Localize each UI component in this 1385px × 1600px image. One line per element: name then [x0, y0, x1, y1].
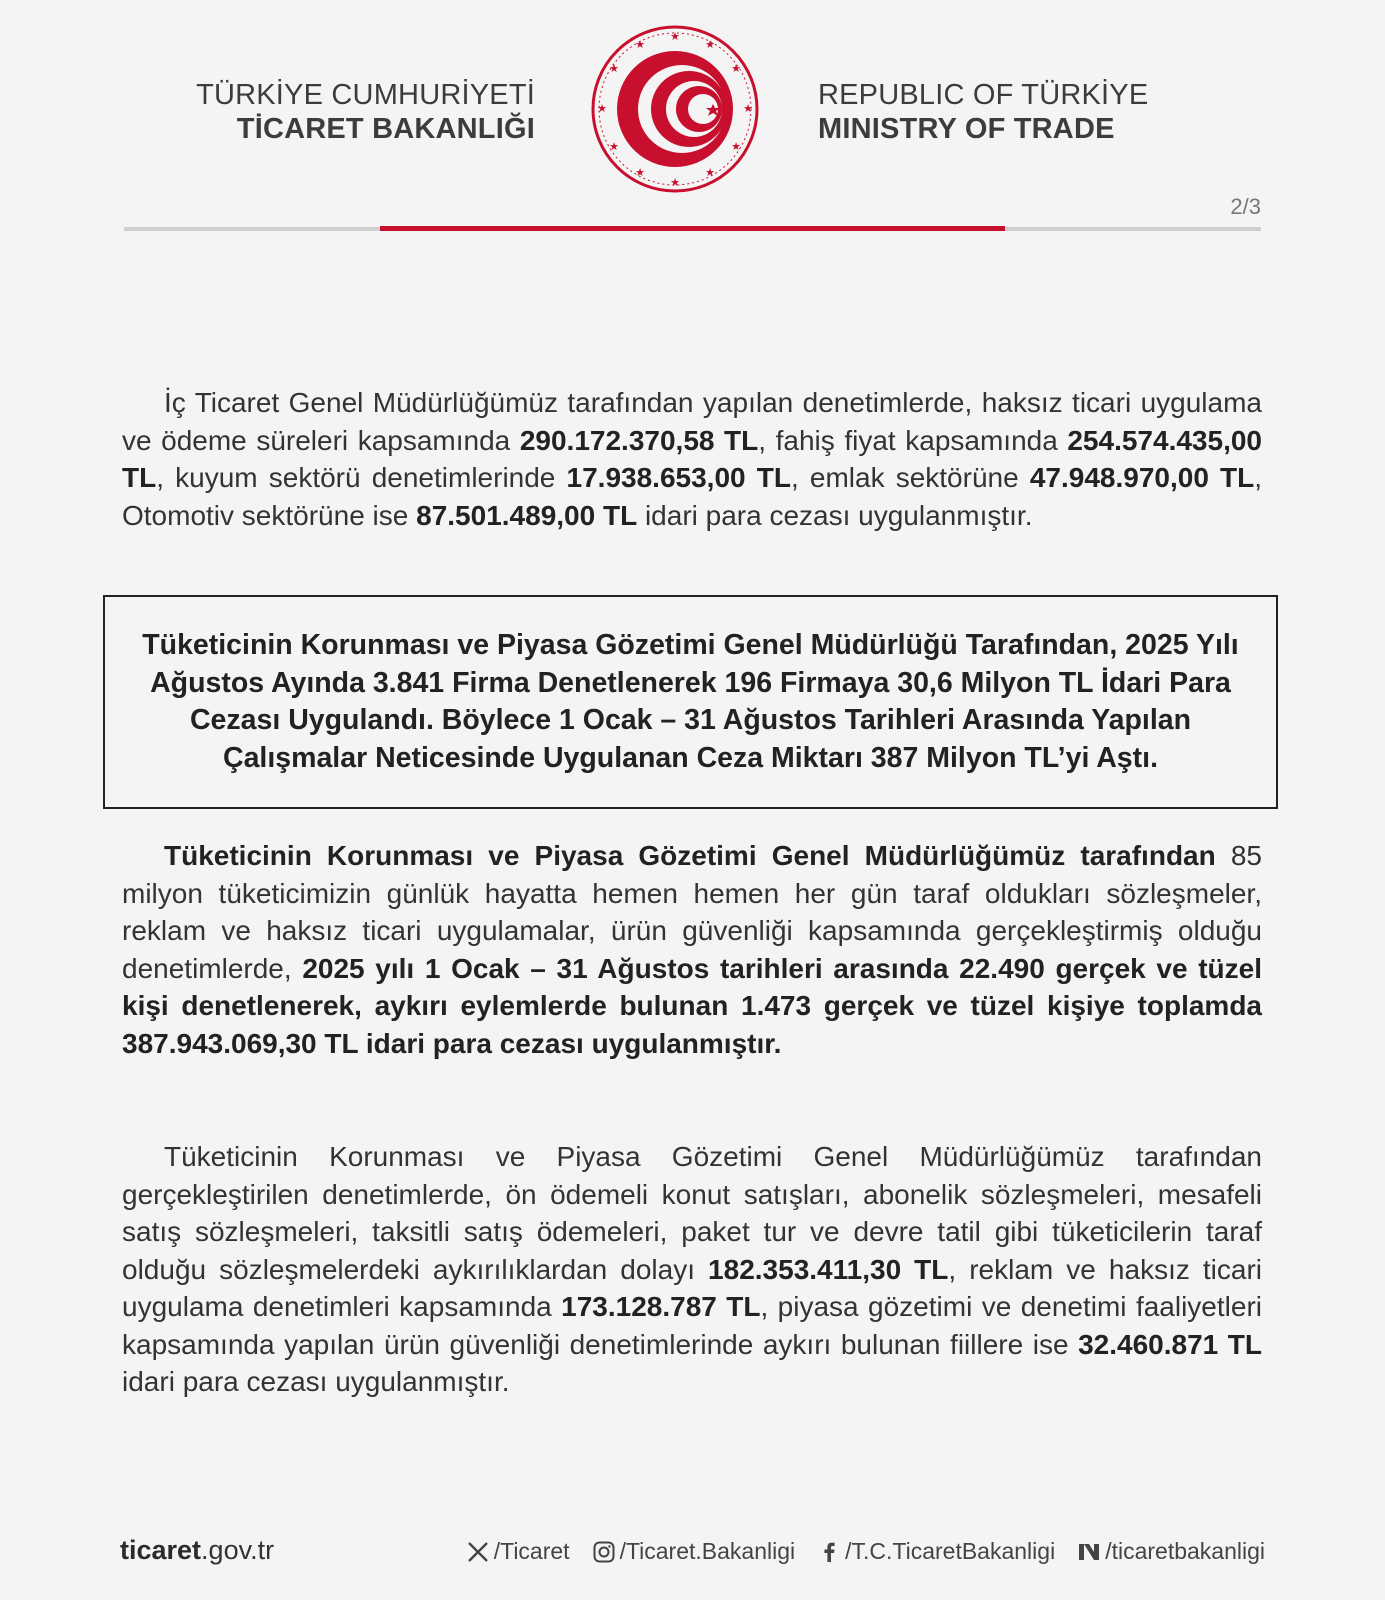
p1-text-6: idari para cezası uygulanmıştır.	[637, 499, 1033, 531]
facebook-icon	[817, 1540, 841, 1564]
p3-amount-3: 32.460.871 TL	[1078, 1328, 1263, 1360]
p1-amount-5: 87.501.489,00 TL	[416, 499, 638, 531]
p3-text-2: , reklam ve haksız ticari uygulama denetimleri kapsamında	[122, 1253, 1263, 1322]
ministry-name-turkish	[196, 78, 535, 146]
svg-text:★: ★	[731, 140, 741, 153]
instagram-icon	[592, 1540, 616, 1564]
p1-text-3: , kuyum sektörü denetimlerinde	[156, 462, 567, 493]
ministry-emblem-icon	[590, 24, 760, 194]
instagram-link[interactable]	[592, 1538, 796, 1565]
svg-text:★: ★	[731, 62, 741, 75]
svg-text:★: ★	[609, 140, 619, 153]
svg-text:★: ★	[597, 102, 607, 115]
nsosyal-link[interactable]	[1077, 1538, 1265, 1565]
svg-text:★: ★	[609, 62, 619, 75]
p3-amount-1: 182.353.411,30 TL	[708, 1253, 949, 1285]
p2-bold-2: 2025 yılı 1 Ocak – 31 Ağustos tarihleri arasında 22.490 gerçek ve tüzel kişi denetlenerek, aykırı eylemlerde bulunan 1.473 gerçek ve tüzel kişiye toplamda 387.943.069,30 TL idari para cezası uygulanmıştır.	[122, 952, 1262, 1059]
p3-amount-2: 173.128.787 TL	[561, 1291, 761, 1322]
facebook-link[interactable]	[817, 1538, 1055, 1565]
p1-amount-2: 254.574.435,00 TL	[122, 424, 1262, 493]
p3-text-4: idari para cezası uygulanmıştır.	[122, 1366, 510, 1397]
svg-text:★: ★	[705, 166, 715, 179]
header-rule-accent	[380, 226, 1005, 231]
site-rest: .gov.tr	[201, 1535, 275, 1565]
svg-text:★: ★	[670, 30, 680, 43]
paragraph-internal-trade	[122, 384, 1262, 534]
social-links	[466, 1538, 1265, 1565]
header-left-line2: TİCARET BAKANLIĞI	[236, 113, 535, 145]
p1-text-4: , emlak sektörüne	[790, 462, 1030, 493]
svg-text:★: ★	[670, 176, 680, 189]
header-left-line1: TÜRKİYE CUMHURİYETİ	[196, 79, 535, 111]
paragraph-consumer-protection-details	[122, 1138, 1262, 1401]
p1-text-1: İç Ticaret Genel Müdürlüğümüz tarafından yapılan denetimlerde, haksız ticari uygulama ve ödeme süreleri kapsamında	[122, 387, 1262, 456]
p2-bold-1: Tüketicinin Korunması ve Piyasa Gözetimi Genel Müdürlüğümüz tarafından	[164, 840, 1216, 871]
p2-text-1: 85 milyon tüketicimizin günlük hayatta hemen hemen her gün taraf oldukları sözleşmeler, reklam ve haksız ticari uygulamalar, ürün güvenliği kapsamında gerçekleştirmiş olduğu denetimlerde,	[122, 840, 1262, 984]
p1-amount-1: 290.172.370,58 TL	[519, 424, 759, 456]
nsosyal-icon	[1077, 1540, 1101, 1564]
p1-text-2: , fahiş fiyat kapsamında	[758, 424, 1068, 456]
svg-text:★: ★	[635, 166, 645, 179]
p1-amount-4: 47.948.970,00 TL	[1029, 462, 1255, 493]
site-bold: ticaret	[120, 1535, 202, 1565]
x-link[interactable]	[466, 1538, 570, 1565]
x-handle: /Ticaret	[493, 1538, 570, 1564]
p1-text-5: , Otomotiv sektörüne ise	[122, 462, 1263, 531]
header-right-line1: REPUBLIC OF TÜRKİYE	[818, 79, 1149, 111]
page-number: 2/3	[1230, 194, 1261, 219]
nsosyal-handle: /ticaretbakanligi	[1105, 1538, 1265, 1564]
paragraph-consumer-protection-summary	[122, 837, 1262, 1062]
website-link[interactable]	[120, 1535, 274, 1566]
x-icon	[466, 1540, 490, 1564]
instagram-handle: /Ticaret.Bakanligi	[619, 1538, 796, 1564]
svg-text:★: ★	[635, 38, 645, 51]
headline-text: Tüketicinin Korunması ve Piyasa Gözetimi Genel Müdürlüğü Tarafından, 2025 Yılı Ağustos Ayında 3.841 Firma Denetlenerek 196 Firmaya 30,6 Milyon TL İdari Para Cezası Uygulandı. Böylece 1 Ocak – 31 Ağustos Tarihleri Arasında Yapılan Çalışmalar Neticesinde Uygulanan Ceza Miktarı 387 Milyon TL’yi Aştı.	[142, 629, 1239, 774]
header-right-line2: MINISTRY OF TRADE	[818, 113, 1115, 145]
svg-text:★: ★	[743, 102, 753, 115]
footer	[0, 1535, 1385, 1575]
p3-text-1: Tüketicinin Korunması ve Piyasa Gözetimi Genel Müdürlüğümüz tarafından gerçekleştirilen denetimlerde, ön ödemeli konut satışları, abonelik sözleşmeleri, mesafeli satış sözleşmeleri, taksitli satış ödemeleri, paket tur ve devre tatil gibi tüketicilerin taraf olduğu sözleşmelerdeki aykırılıklardan dolayı	[122, 1141, 1262, 1285]
p3-text-3: , piyasa gözetimi ve denetimi faaliyetleri kapsamında yapılan ürün güvenliği denetimlerinde aykırı bulunan fiillere ise	[122, 1291, 1262, 1360]
p1-amount-3: 17.938.653,00 TL	[566, 462, 791, 493]
ministry-name-english	[818, 78, 1148, 146]
headline-box	[103, 595, 1278, 809]
svg-text:★: ★	[705, 38, 715, 51]
facebook-handle: /T.C.TicaretBakanligi	[845, 1538, 1056, 1564]
